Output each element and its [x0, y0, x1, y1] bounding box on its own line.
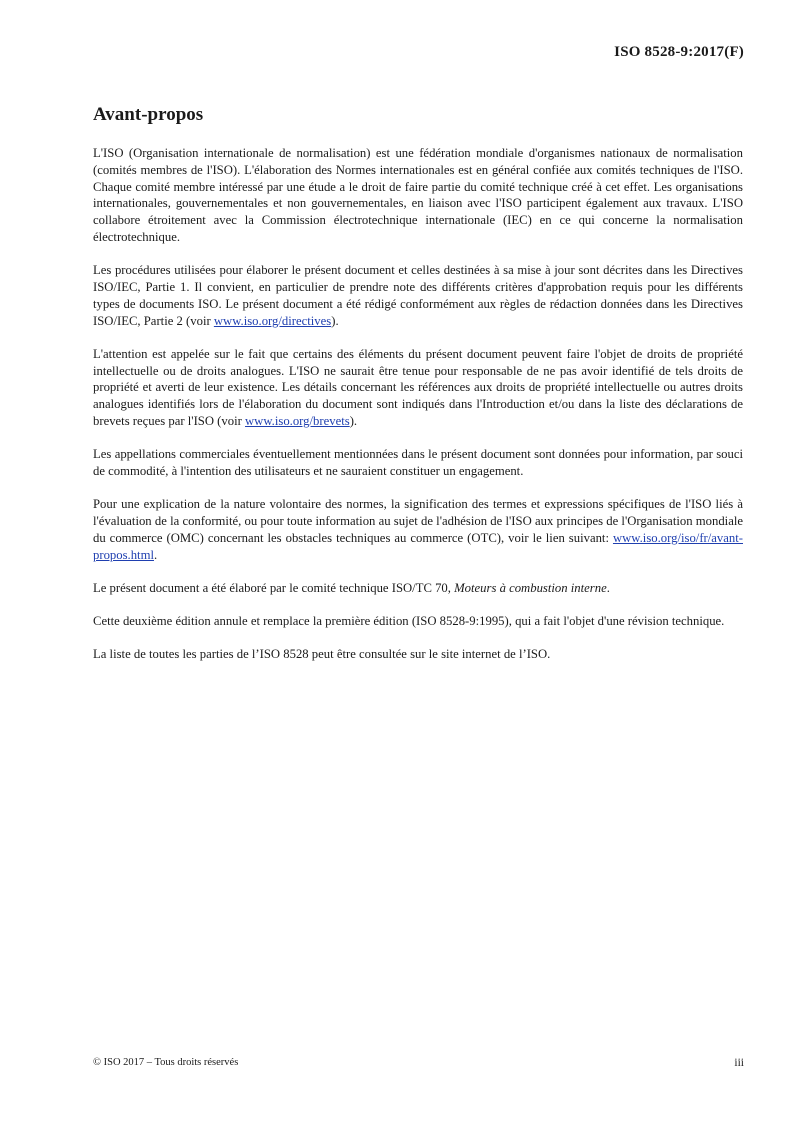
document-id: ISO 8528-9:2017(F) [614, 44, 744, 60]
paragraph-trade-names: Les appellations commerciales éventuellement mentionnées dans le présent document sont données pour information, par souci de commodité, à l'intention des utilisateurs et ne sauraient constituer un engagement. [93, 447, 743, 478]
paragraph-procedures [93, 262, 743, 329]
committee-name: Moteurs à combustion interne [454, 580, 607, 595]
footer-page-number: iii [734, 1057, 744, 1069]
foreword-body [93, 145, 743, 679]
paragraph-committee-end: . [606, 580, 610, 595]
paragraph-patents-text: L'attention est appelée sur le fait que certains des éléments du présent document peuvent faire l'objet de droits de propriété intellectuelle ou de droits analogues. L'ISO ne saurait être tenue pour responsable de ne pas avoir identifié de tels droits de propriété et averti de leur existence. Les détails concernant les références aux droits de propriété intellectuelle ou autres droits analogues identifiés lors de l'élaboration du document sont indiqués dans l'Introduction et/ou dans la liste des déclarations de brevets reçues par l'ISO (voir [93, 346, 743, 428]
paragraph-procedures-text: Les procédures utilisées pour élaborer le présent document et celles destinées à sa mise à jour sont décrites dans les Directives ISO/IEC, Partie 1. Il convient, en particulier de prendre note des différents critères d'approbation requis pour les différents types de documents ISO. Le présent document a été rédigé conformément aux règles de rédaction données dans les Directives ISO/IEC, Partie 2 (voir [93, 263, 743, 328]
paragraph-committee [93, 580, 743, 597]
section-title: Avant-propos [93, 104, 204, 125]
paragraph-committee-text: Le présent document a été élaboré par le comité technique ISO/TC 70, [93, 580, 455, 595]
paragraph-edition: Cette deuxième édition annule et remplace la première édition (ISO 8528-9:1995), qui a fait l'objet d'une révision technique. [93, 613, 725, 628]
paragraph-iso-organisation: L'ISO (Organisation internationale de normalisation) est une fédération mondiale d'organismes nationaux de normalisation (comités membres de l'ISO). L'élaboration des Normes internationales est en général confiée aux comités techniques de l'ISO. Chaque comité membre intéressé par une étude a le droit de faire partie du comité technique créé à cet effet. Les organisations internationales, gouvernementales et non gouvernementales, en liaison avec l'ISO participent également aux travaux. L'ISO collabore étroitement avec la Commission électrotechnique internationale (IEC) en ce qui concerne la normalisation électrotechnique. [93, 146, 743, 244]
brevets-link[interactable]: www.iso.org/brevets [245, 413, 350, 428]
avant-propos-link[interactable]: www.iso.org/iso/fr/avant-propos.html [93, 530, 743, 562]
paragraph-parts-list: La liste de toutes les parties de l’ISO 8528 peut être consultée sur le site internet de l’ISO. [93, 647, 551, 662]
paragraph-voluntary-nature [93, 496, 743, 563]
paragraph-voluntary-text: Pour une explication de la nature volontaire des normes, la signification des termes et expressions spécifiques de l'ISO liés à l'évaluation de la conformité, ou pour toute information au sujet de l'adhésion de l'ISO aux principes de l'Organisation mondiale du commerce (OMC) concernant les obstacles techniques au commerce (OTC), voir le lien suivant: [93, 497, 743, 545]
paragraph-patents-end: ). [349, 413, 358, 428]
paragraph-patents [93, 346, 743, 430]
paragraph-procedures-end: ). [331, 313, 339, 328]
footer-copyright: © ISO 2017 – Tous droits réservés [93, 1057, 239, 1068]
directives-link[interactable]: www.iso.org/directives [213, 313, 332, 328]
paragraph-voluntary-end: . [153, 547, 158, 562]
